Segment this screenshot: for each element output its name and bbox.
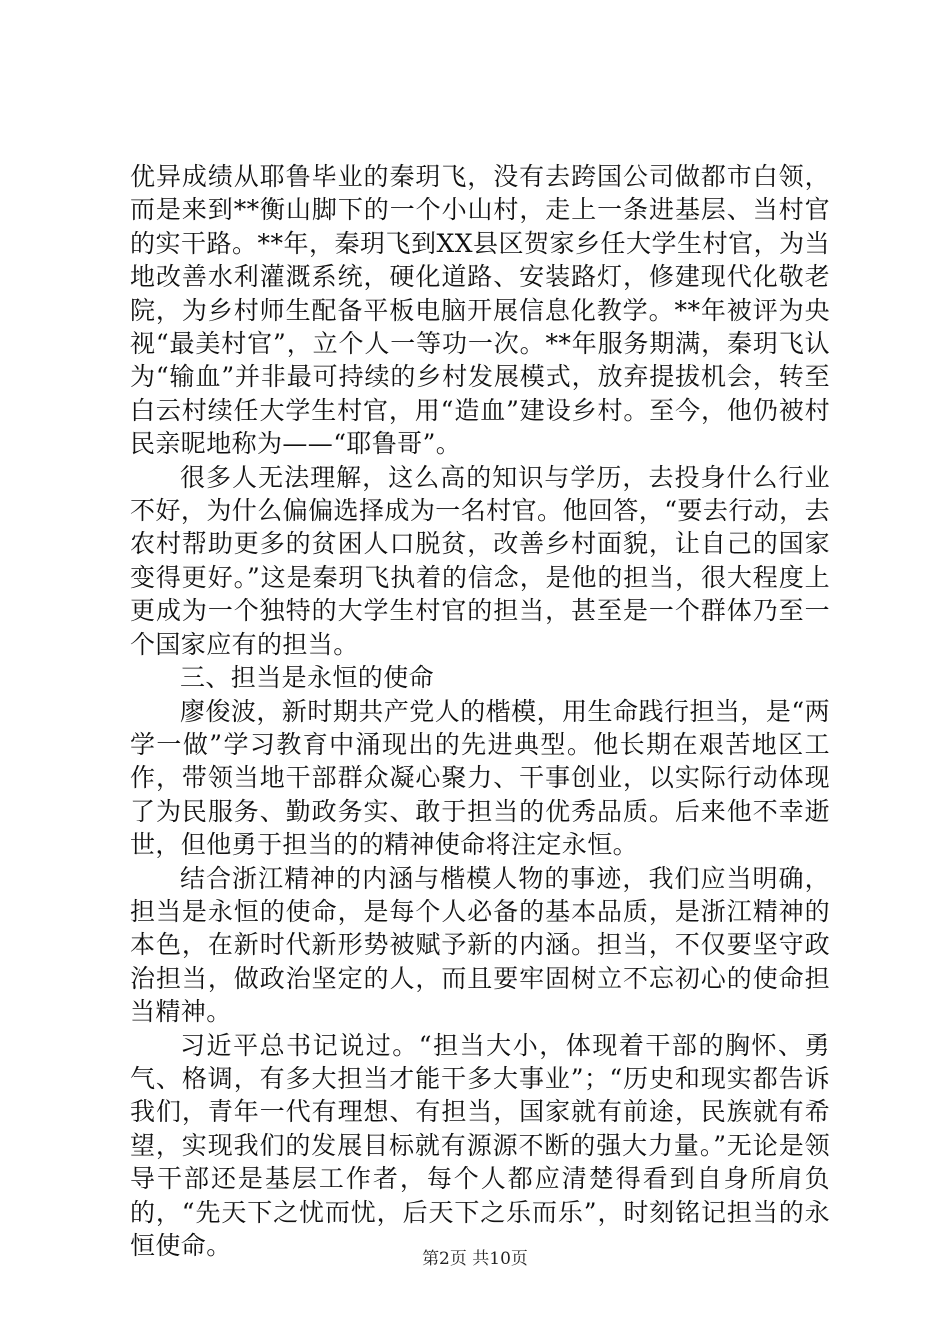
paragraph: 习近平总书记说过。“担当大小，体现着干部的胸怀、勇气、格调，有多大担当才能干多大事业”；“历史和现实都告诉我们，青年一代有理想、有担当，国家就有前途，民族就有希望，实现我们的发展目标就有源源不断的强大力量。”无论是领导干部还是基层工作者，每个人都应清楚得看到自身所肩负的，“先天下之忧而忧，后天下之乐而乐”，时刻铭记担当的永恒使命。 <box>130 1030 830 1260</box>
paragraph-continuation: 优异成绩从耶鲁毕业的秦玥飞，没有去跨国公司做都市白领，而是来到**衡山脚下的一个小山村，走上一条进基层、当村官的实干路。**年，秦玥飞到XX县区贺家乡任大学生村官，为当地改善水利灌溉系统，硬化道路、安装路灯，修建现代化敬老院，为乡村师生配备平板电脑开展信息化教学。**年被评为央视“最美村官”，立个人一等功一次。**年服务期满，秦玥飞认为“输血”并非最可持续的乡村发展模式，放弃提拔机会，转至白云村续任大学生村官，用“造血”建设乡村。至今，他仍被村民亲昵地称为——“耶鲁哥”。 <box>130 162 830 459</box>
paragraph: 很多人无法理解，这么高的知识与学历，去投身什么行业不好，为什么偏偏选择成为一名村官。他回答，“要去行动，去农村帮助更多的贫困人口脱贫，改善乡村面貌，让自己的国家变得更好。”这是秦玥飞执着的信念，是他的担当，很大程度上更成为一个独特的大学生村官的担当，甚至是一个群体乃至一个国家应有的担当。 <box>130 462 830 659</box>
paragraph: 结合浙江精神的内涵与楷模人物的事迹，我们应当明确，担当是永恒的使命，是每个人必备的基本品质，是浙江精神的本色，在新时代新形势被赋予新的内涵。担当，不仅要坚守政治担当，做政治坚定的人，而且要牢固树立不忘初心的使命担当精神。 <box>130 863 830 1027</box>
page-footer <box>0 1244 950 1269</box>
page-number: 第2页 共10页 <box>422 1249 528 1269</box>
paragraph: 廖俊波，新时期共产党人的楷模，用生命践行担当，是“两学一做”学习教育中涌现出的先进典型。他长期在艰苦地区工作，带领当地干部群众凝心聚力、干事创业，以实际行动体现了为民服务、勤政务实、敢于担当的优秀品质。后来他不幸逝世，但他勇于担当的的精神使命将注定永恒。 <box>130 696 830 860</box>
section-heading: 三、担当是永恒的使命 <box>180 663 435 693</box>
document-body <box>130 160 830 1262</box>
